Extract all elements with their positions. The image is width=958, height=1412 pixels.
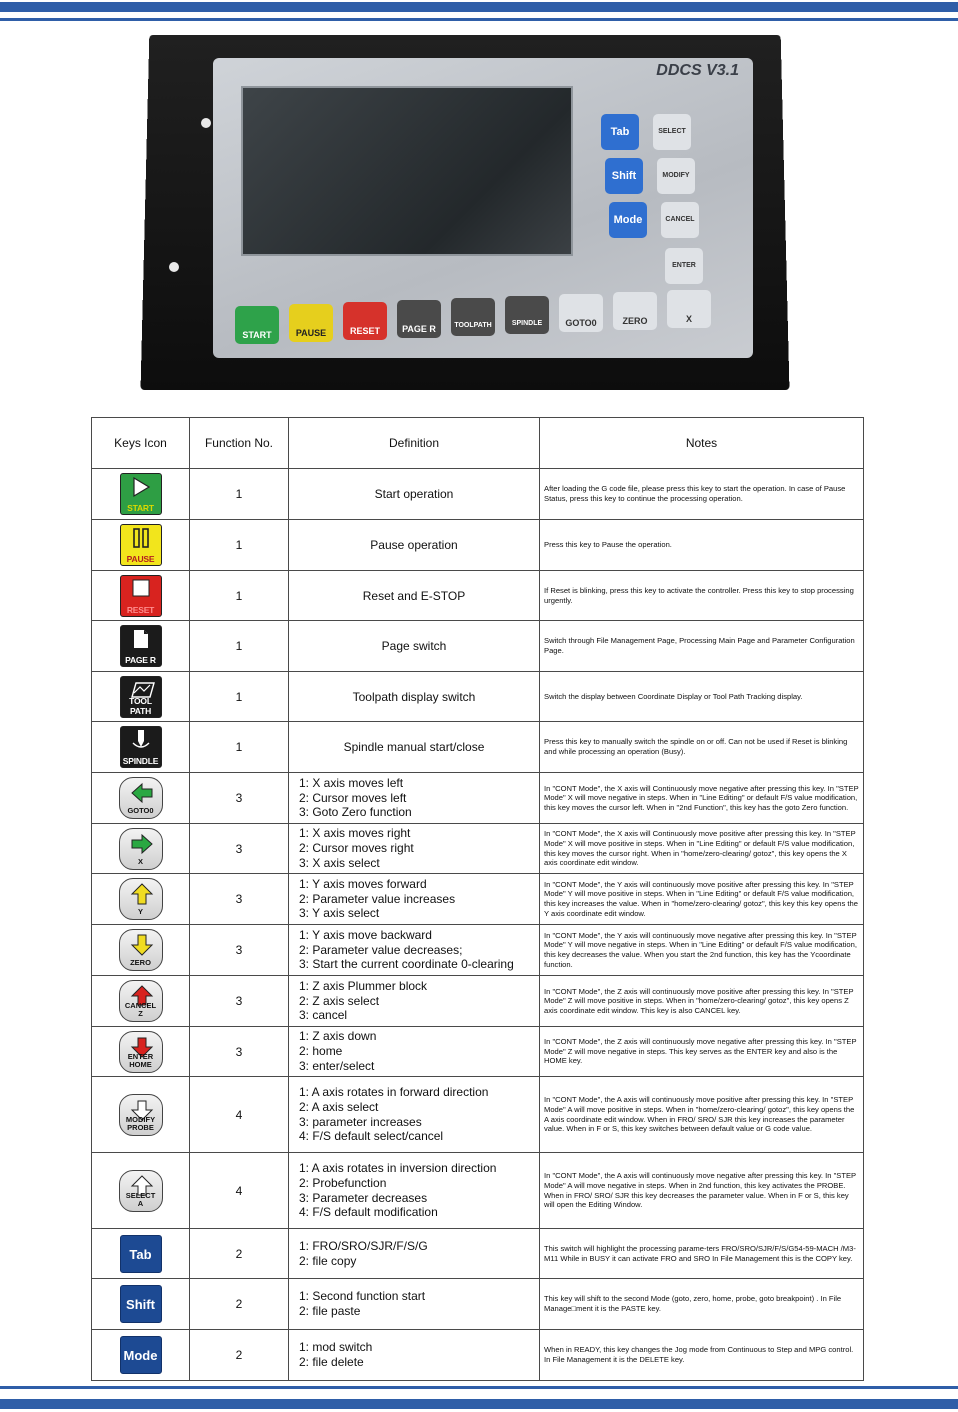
- definition-cell: [289, 621, 540, 672]
- table-row: [92, 1077, 864, 1153]
- definition-cell: [289, 1229, 540, 1279]
- a-up-icon: [119, 1170, 163, 1212]
- key-icon-label: SPINDLE: [122, 756, 159, 766]
- photo-goto0-key: GOTO0: [559, 294, 603, 332]
- header-keys-icon: Keys Icon: [92, 418, 190, 469]
- photo-enter-key: ENTER: [665, 248, 703, 284]
- mount-hole: [201, 118, 211, 128]
- definition-item: 4: F/S default select/cancel: [299, 1129, 444, 1144]
- notes-cell: In "CONT Mode", the A axis will continuously move positive after pressing this key. In "STEP Mode" A will move positive in steps. When in "home/zero-clearing/ gotoz", this key opens the A axis coordinate edit window. When in FRO/ SRO/ SJR this key increases the parameter value. When in F or S, this key switches between default value or G code value.: [540, 1077, 864, 1153]
- definition-cell: [289, 1027, 540, 1077]
- definition-item: 2: Cursor moves right: [299, 841, 414, 856]
- table-row: [92, 824, 864, 874]
- bottom-stripe-thin: [0, 1386, 958, 1389]
- definition-cell: [289, 469, 540, 520]
- key-icon-label: SELECT A: [125, 1190, 156, 1208]
- notes-cell: When in READY, this key changes the Jog mode from Continuous to Step and MPG control. In File Management it is the DELETE key.: [540, 1330, 864, 1381]
- photo-shift-key: Shift: [605, 158, 643, 194]
- notes-cell: In "CONT Mode", the Y axis will continuously move negative after pressing this key. In "STEP Mode" Y will move negative in steps. When in "Line Editing" or default F/S value modification, this key decreases the value. When you start the 2nd function, this key has the Ycoordinate function.: [540, 925, 864, 976]
- definition-item: 2: Z axis select: [299, 993, 380, 1008]
- table-row: [92, 874, 864, 925]
- controller-photo: [145, 32, 785, 392]
- a-down-icon: [119, 1094, 163, 1136]
- notes-cell: If Reset is blinking, press this key to activate the controller. Press this key to stop processing urgently.: [540, 571, 864, 621]
- photo-modify-key: MODIFY: [657, 158, 695, 194]
- key-icon-label: PAUSE: [126, 554, 155, 564]
- key-icon-label: PAGE R: [125, 655, 156, 665]
- definition-item: 1: X axis moves left: [299, 775, 404, 790]
- definition-text: Toolpath display switch: [352, 689, 476, 704]
- definition-cell: [289, 773, 540, 824]
- key-icon-label: CANCEL Z: [124, 1001, 157, 1018]
- definition-text: Page switch: [381, 639, 447, 653]
- function-number: 1: [190, 571, 289, 621]
- definition-item: 2: Parameter value decreases;: [299, 942, 463, 957]
- top-stripe: [0, 2, 958, 12]
- key-icon-label: Y: [137, 907, 143, 916]
- function-number: 2: [190, 1279, 289, 1330]
- table-row: [92, 1330, 864, 1381]
- photo-pause-key: PAUSE: [289, 304, 333, 342]
- definition-cell: [289, 571, 540, 621]
- definition-item: 3: X axis select: [299, 855, 380, 870]
- photo-page-key: PAGE R: [397, 300, 441, 338]
- photo-x-key: X: [667, 290, 711, 328]
- key-icon-cell: [92, 773, 190, 824]
- key-icon-shift: Shift: [120, 1285, 162, 1323]
- bottom-stripe: [0, 1399, 958, 1409]
- key-icon-label: START: [127, 503, 154, 513]
- key-icon-cell: [92, 722, 190, 773]
- z-up-icon: [119, 980, 163, 1022]
- arrow-left-icon: [119, 777, 163, 819]
- function-number: 3: [190, 1027, 289, 1077]
- definition-cell: [289, 874, 540, 925]
- key-icon-label: TOOL PATH: [129, 695, 152, 716]
- notes-cell: Press this key to manually switch the spindle on or off. Can not be used if Reset is blinking and while processing an operation (Busy).: [540, 722, 864, 773]
- function-number: 2: [190, 1229, 289, 1279]
- function-number: 1: [190, 621, 289, 672]
- top-stripe-thin: [0, 18, 958, 21]
- definition-item: 2: Parameter value increases: [299, 891, 456, 906]
- notes-cell: After loading the G code file, please press this key to start the operation. In case of Pause Status, press this key to continue the processing operation.: [540, 469, 864, 520]
- definition-cell: [289, 925, 540, 976]
- function-number: 1: [190, 672, 289, 722]
- pause-icon: [120, 524, 162, 566]
- definition-cell: [289, 722, 540, 773]
- notes-cell: Switch the display between Coordinate Display or Tool Path Tracking display.: [540, 672, 864, 722]
- function-number: 1: [190, 722, 289, 773]
- notes-cell: This switch will highlight the processing parame-ters FRO/SRO/SJR/F/S/G54-59-MACH /M3-M11 While in BUSY it can activate FRO and SRO In File Management this is the COPY key.: [540, 1229, 864, 1279]
- definition-cell: [289, 976, 540, 1027]
- key-icon-cell: [92, 824, 190, 874]
- z-down-icon: [119, 1031, 163, 1073]
- arrow-down-icon: [119, 929, 163, 971]
- definition-cell: [289, 520, 540, 571]
- definition-item: 4: F/S default modification: [299, 1205, 438, 1220]
- key-icon-cell: [92, 874, 190, 925]
- key-definition-table: [91, 417, 864, 1381]
- function-number: 4: [190, 1077, 289, 1153]
- photo-reset-key: RESET: [343, 302, 387, 340]
- photo-toolpath-key: TOOLPATH: [451, 298, 495, 336]
- key-icon-label: GOTO0: [127, 806, 154, 815]
- photo-zero-key: ZERO: [613, 292, 657, 330]
- photo-start-key: START: [235, 306, 279, 344]
- definition-item: 2: Probefunction: [299, 1175, 387, 1190]
- table-row: [92, 976, 864, 1027]
- definition-item: 1: A axis rotates in forward direction: [299, 1084, 489, 1099]
- photo-spindle-key: SPINDLE: [505, 296, 549, 334]
- definition-item: 3: cancel: [299, 1008, 348, 1023]
- table-row: [92, 722, 864, 773]
- header-function-no: Function No.: [190, 418, 289, 469]
- definition-item: 3: Start the current coordinate 0-clearing: [299, 957, 514, 972]
- function-number: 3: [190, 976, 289, 1027]
- table-header-row: [92, 418, 864, 469]
- spindle-icon: [120, 726, 162, 768]
- controller-faceplate: [213, 58, 753, 358]
- photo-select-key: SELECT: [653, 114, 691, 150]
- definition-item: 1: mod switch: [299, 1340, 373, 1355]
- definition-item: 1: X axis moves right: [299, 826, 411, 841]
- function-number: 3: [190, 925, 289, 976]
- function-number: 3: [190, 824, 289, 874]
- definition-cell: [289, 672, 540, 722]
- toolpath-icon: [120, 676, 162, 718]
- key-icon-label: ZERO: [130, 958, 151, 967]
- definition-item: 1: FRO/SRO/SJR/F/S/G: [299, 1238, 428, 1253]
- table-row: [92, 1027, 864, 1077]
- page-icon: [120, 625, 162, 667]
- table-row: [92, 1229, 864, 1279]
- key-icon-label: X: [137, 856, 143, 866]
- lcd-screen: [241, 86, 573, 256]
- key-icon-cell: [92, 1229, 190, 1279]
- definition-item: 3: Parameter decreases: [299, 1190, 428, 1205]
- notes-cell: In "CONT Mode", the Y axis will continuously move positive after pressing this key. In "STEP Mode" Y will move positive in steps. When in "Line Editing" or default F/S value modification, this key increases the value. When in "home/zero-clearing/ gotoz", this key this key opens the Y axis coordinate edit window.: [540, 874, 864, 925]
- arrow-right-icon: [119, 828, 163, 870]
- table-row: [92, 672, 864, 722]
- header-definition: Definition: [289, 418, 540, 469]
- play-icon: [120, 473, 162, 515]
- key-icon-cell: [92, 672, 190, 722]
- notes-cell: In "CONT Mode", the Z axis will continuously move negative after pressing this key. In "STEP Mode" Z will move negative in steps. This key serves as the ENTER key and also is the HOME key.: [540, 1027, 864, 1077]
- table-row: [92, 773, 864, 824]
- stop-icon: [120, 575, 162, 617]
- function-number: 3: [190, 874, 289, 925]
- key-icon-cell: [92, 1330, 190, 1381]
- key-icon-tab: Tab: [120, 1235, 162, 1273]
- definition-item: 2: file paste: [299, 1304, 361, 1318]
- key-icon-cell: [92, 1153, 190, 1229]
- definition-item: 3: Y axis select: [299, 906, 380, 921]
- notes-cell: In "CONT Mode", the Z axis will continuously move positive after pressing this key. In "STEP Mode" Z will move positive in steps. When in "home/zero-clearing/ gotoz", this key opens Z axis coordinate edit window. This key is also CANCEL key.: [540, 976, 864, 1027]
- definition-item: 2: Cursor moves left: [299, 790, 407, 805]
- definition-item: 2: A axis select: [299, 1099, 379, 1114]
- function-number: 1: [190, 469, 289, 520]
- key-icon-label: ENTER HOME: [127, 1051, 154, 1069]
- function-number: 4: [190, 1153, 289, 1229]
- mount-hole: [169, 262, 179, 272]
- function-number: 1: [190, 520, 289, 571]
- key-icon-cell: [92, 520, 190, 571]
- definition-item: 1: Y axis move backward: [299, 927, 432, 942]
- definition-text: Reset and E-STOP: [362, 588, 466, 603]
- definition-cell: [289, 1077, 540, 1153]
- photo-mode-key: Mode: [609, 202, 647, 238]
- table-row: [92, 469, 864, 520]
- definition-item: 1: Second function start: [299, 1289, 426, 1304]
- definition-item: 3: enter/select: [299, 1058, 375, 1073]
- definition-item: 1: Z axis down: [299, 1029, 377, 1044]
- key-icon-cell: [92, 469, 190, 520]
- definition-item: 1: A axis rotates in inversion direction: [299, 1160, 497, 1175]
- function-number: 2: [190, 1330, 289, 1381]
- definition-text: Start operation: [374, 487, 454, 501]
- key-icon-cell: [92, 925, 190, 976]
- key-icon-label: RESET: [126, 604, 155, 615]
- definition-item: 3: Goto Zero function: [299, 805, 412, 820]
- table-row: [92, 621, 864, 672]
- table-row: [92, 520, 864, 571]
- notes-cell: Switch through File Management Page, Processing Main Page and Parameter Configuration Page.: [540, 621, 864, 672]
- key-icon-cell: [92, 621, 190, 672]
- definition-item: 2: home: [299, 1044, 343, 1059]
- table-row: [92, 1153, 864, 1229]
- definition-item: 1: Z axis Plummer block: [299, 978, 428, 993]
- key-icon-cell: [92, 571, 190, 621]
- key-icon-mode: Mode: [120, 1336, 162, 1374]
- arrow-up-icon: [119, 878, 163, 920]
- table-row: [92, 571, 864, 621]
- photo-cancel-key: CANCEL: [661, 202, 699, 238]
- definition-cell: [289, 1153, 540, 1229]
- definition-cell: [289, 1330, 540, 1381]
- function-number: 3: [190, 773, 289, 824]
- table-row: [92, 925, 864, 976]
- photo-tab-key: Tab: [601, 114, 639, 150]
- table-row: [92, 1279, 864, 1330]
- definition-item: 3: parameter increases: [299, 1114, 422, 1129]
- notes-cell: This key will shift to the second Mode (goto, zero, home, probe, goto breakpoint) . In File Manage□ment it is the PASTE key.: [540, 1279, 864, 1330]
- key-icon-cell: [92, 1077, 190, 1153]
- header-notes: Notes: [540, 418, 864, 469]
- definition-item: 1: Y axis moves forward: [299, 876, 427, 891]
- key-icon-cell: [92, 1279, 190, 1330]
- key-icon-cell: [92, 976, 190, 1027]
- brand-label: DDCS V3.1: [656, 62, 739, 79]
- definition-text: Pause operation: [370, 538, 458, 552]
- definition-item: 2: file copy: [299, 1253, 357, 1268]
- notes-cell: In "CONT Mode", the X axis will Continuously move positive after pressing this key. In "STEP Mode" X will move positive in steps. When in "Line Editing" or default F/S value modification, this key moves the cursor right. When in "home/zero-clearing/ gotoz", this key opens the X axis coordinate edit window.: [540, 824, 864, 874]
- notes-cell: In "CONT Mode", the A axis will continuously move negative after pressing this key. In "STEP Mode" A will move negative in steps. When in 2nd function, this key activates the PROBE. When in FRO/ SRO/ SJR this key decreases the parameter value. When in F or S, this key will open the Editing Window.: [540, 1153, 864, 1229]
- definition-cell: [289, 824, 540, 874]
- notes-cell: In "CONT Mode", the X axis will Continuously move negative after pressing this key. In "STEP Mode" X will move negative in steps. When in "Line Editing" or default F/S value modification, this key moves the cursor left. When in "2nd Function", this key has the goto Zero function.: [540, 773, 864, 824]
- definition-item: 2: file delete: [299, 1355, 364, 1369]
- definition-cell: [289, 1279, 540, 1330]
- notes-cell: Press this key to Pause the operation.: [540, 520, 864, 571]
- key-icon-cell: [92, 1027, 190, 1077]
- key-icon-label: MODIFY PROBE: [125, 1114, 156, 1132]
- definition-text: Spindle manual start/close: [343, 740, 485, 754]
